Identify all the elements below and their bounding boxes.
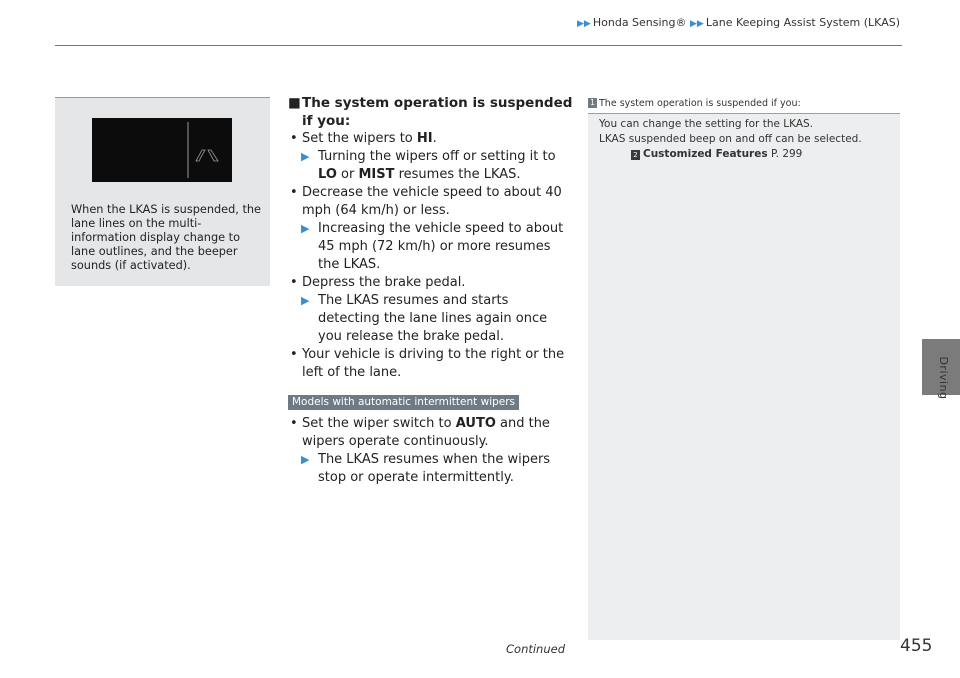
bullet-icon: • <box>290 131 298 146</box>
list-item-result: ▶ The LKAS resumes when the wipers stop or operate intermittently. <box>301 452 551 485</box>
note-title: 1 The system operation is suspended if you: <box>588 97 900 114</box>
header-section: Honda Sensing® <box>592 16 687 29</box>
header-divider <box>55 45 902 46</box>
list-item-result: ▶ Increasing the vehicle speed to about 45 mph (72 km/h) or more resumes the LKAS. <box>301 221 564 272</box>
note-body <box>599 117 894 162</box>
bullet-icon: • <box>290 416 298 431</box>
list-item: • Your vehicle is driving to the right or the left of the lane. <box>290 347 565 380</box>
list-item-result: ▶ The LKAS resumes and starts detecting the lane lines again once you release the brake pedal. <box>301 293 548 344</box>
section-heading: ■ The system operation is suspended if you: <box>288 95 573 129</box>
header-subsection: Lane Keeping Assist System (LKAS) <box>705 16 900 29</box>
reference-arrow-icon: 2 <box>631 150 640 160</box>
list-item: • Set the wiper switch to AUTO and the wipers operate continuously. <box>290 416 550 449</box>
display-caption: When the LKAS is suspended, the lane lines on the multi-information display change to lane outlines, and the beeper sounds (if activated). <box>71 203 261 272</box>
note-line: You can change the setting for the LKAS. <box>599 118 814 130</box>
lane-outline-graphic <box>92 118 232 182</box>
result-arrow-icon: ▶ <box>301 150 310 163</box>
side-note-panel <box>588 97 900 640</box>
chapter-tab-label: Driving <box>937 356 950 400</box>
main-content <box>288 94 574 487</box>
note-line: LKAS suspended beep on and off can be selected. <box>599 133 862 145</box>
result-arrow-icon: ▶ <box>301 453 310 466</box>
models-tag: Models with automatic intermittent wipers <box>288 395 519 410</box>
display-illustration-box <box>55 97 270 286</box>
result-arrow-icon: ▶ <box>301 222 310 235</box>
bullet-icon: • <box>290 185 298 200</box>
breadcrumb-arrow-icon: ▶▶ <box>690 19 704 29</box>
result-arrow-icon: ▶ <box>301 294 310 307</box>
continued-label: Continued <box>506 642 566 656</box>
list-item: • Depress the brake pedal. <box>290 275 466 290</box>
list-item: • Decrease the vehicle speed to about 40 mph (64 km/h) or less. <box>290 185 562 218</box>
running-header <box>0 16 900 36</box>
cross-reference-link[interactable]: 2 Customized Features P. 299 <box>599 147 894 162</box>
bullet-icon: • <box>290 275 298 290</box>
multi-information-display <box>92 118 232 182</box>
heading-square-icon: ■ <box>288 95 301 111</box>
breadcrumb-arrow-icon: ▶▶ <box>577 19 591 29</box>
list-item: • Set the wipers to HI. <box>290 131 437 146</box>
page-number: 455 <box>900 636 933 656</box>
bullet-icon: • <box>290 347 298 362</box>
note-number-icon: 1 <box>588 98 597 108</box>
list-item-result: ▶ Turning the wipers off or setting it to LO or MIST resumes the LKAS. <box>301 149 556 182</box>
